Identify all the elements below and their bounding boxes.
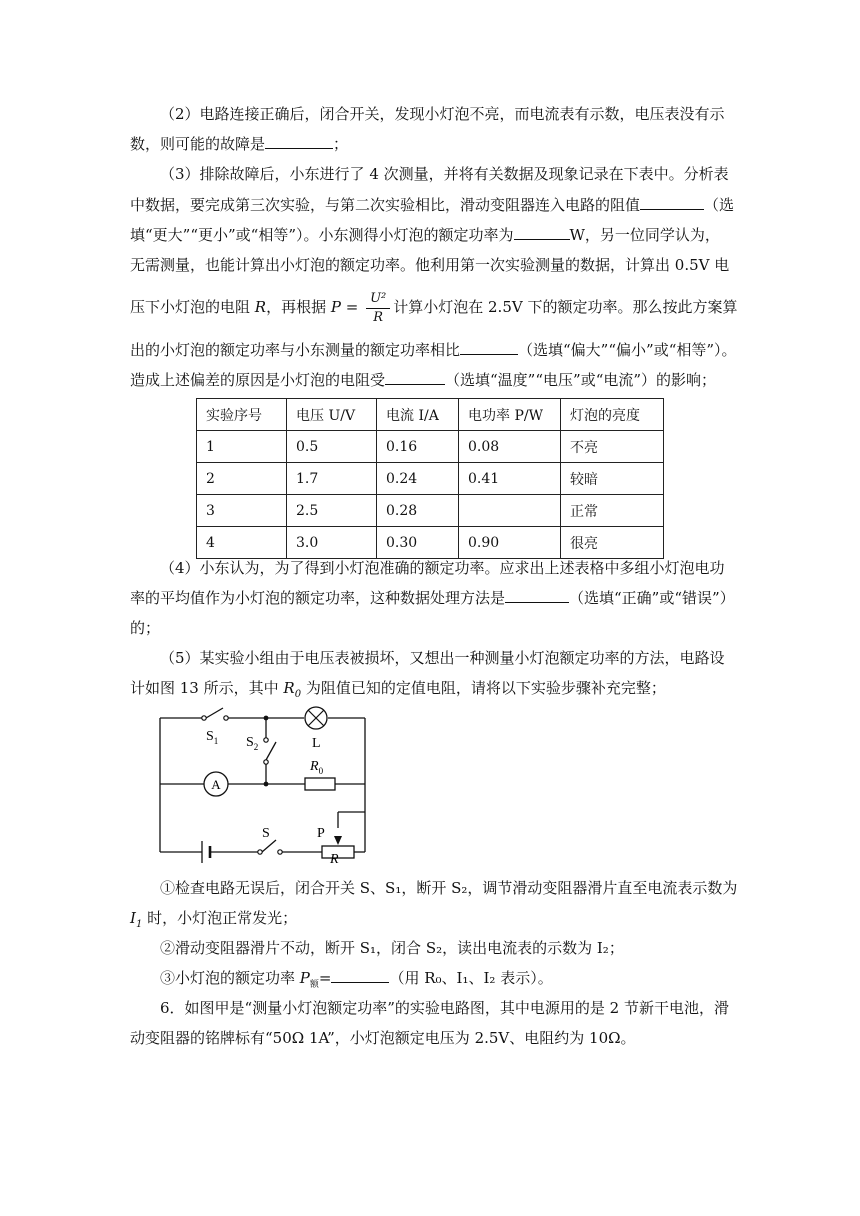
table-row (197, 495, 664, 527)
symbol-R0-sub: 0 (294, 689, 302, 700)
table-header-cell: 实验序号 (197, 399, 287, 431)
table-row (197, 463, 664, 495)
table-cell: 0.28 (377, 495, 459, 527)
equals-sign: = (340, 298, 364, 316)
table-cell: 1.7 (287, 463, 377, 495)
table-header-cell: 灯泡的亮度 (561, 399, 664, 431)
q4-line2-end: （选填“正确”或“错误”） (569, 589, 735, 607)
table-header-row (197, 399, 664, 431)
answer-blank-resistance[interactable] (640, 195, 704, 210)
q4-line2-text: 率的平均值作为小灯泡的额定功率，这种数据处理方法是 (130, 589, 506, 607)
battery-icon (202, 841, 210, 863)
q3-line5-mid: ，再根据 (266, 298, 331, 316)
q2-line1: （2）电路连接正确后，闭合开关，发现小灯泡不亮，而电流表有示数，电压表没有示 (160, 105, 725, 123)
q3-line1: （3）排除故障后，小东进行了 4 次测量，并将有关数据及现象记录在下表中。分析表 (160, 165, 729, 183)
answer-blank-compare[interactable] (460, 340, 518, 355)
table-cell: 1 (197, 431, 287, 463)
table-cell: 2.5 (287, 495, 377, 527)
q5-line2-text: 计如图 13 所示，其中 (130, 679, 284, 697)
q3-line2 (130, 195, 734, 215)
q3-line5-text: 压下小灯泡的电阻 (130, 298, 255, 316)
table-header-cell: 电压 U/V (287, 399, 377, 431)
q6-line2: 动变阻器的铭牌标有“50Ω 1A”，小灯泡额定电压为 2.5V、电阻约为 10Ω。 (130, 1029, 636, 1047)
switch-S2-blade (266, 742, 276, 760)
step-3-end: （用 R₀、I₁、I₂ 表示）。 (389, 969, 553, 987)
symbol-R0: R (283, 679, 295, 697)
table-header-cell: 电流 I/A (377, 399, 459, 431)
answer-blank-cause[interactable] (385, 370, 445, 385)
table-cell: 2 (197, 463, 287, 495)
table-cell: 正常 (561, 495, 664, 527)
q2-line2 (130, 134, 348, 154)
table-header-cell: 电功率 P/W (459, 399, 561, 431)
switch-S1-blade (206, 708, 223, 718)
table-cell: 0.90 (459, 527, 561, 559)
q3-line6-text: 出的小灯泡的额定功率与小东测量的额定功率相比 (130, 341, 461, 359)
fraction-denominator: R (373, 309, 384, 325)
table-cell: 0.30 (377, 527, 459, 559)
symbol-R: R (254, 298, 267, 316)
table-cell: 4 (197, 527, 287, 559)
table-cell: 0.24 (377, 463, 459, 495)
step-3-text: ③小灯泡的额定功率 (160, 969, 300, 987)
q3-line7-end: （选填“温度”“电压”或“电流”）的影响； (445, 371, 717, 389)
table-cell: 0.41 (459, 463, 561, 495)
label-S: S (262, 826, 270, 841)
q5-line1: （5）某实验小组由于电压表被损坏，又想出一种测量小灯泡额定功率的方法，电路设 (160, 649, 725, 667)
step-1-line2-text: 时，小灯泡正常发光； (142, 909, 298, 927)
q3-line6-end: （选填“偏大”“偏小”或“相等”）。 (518, 341, 737, 359)
label-P: P (317, 826, 325, 841)
circuit-diagram (150, 700, 390, 870)
q3-line6 (130, 340, 737, 360)
table-cell: 0.16 (377, 431, 459, 463)
table-row (197, 431, 664, 463)
q6-line1: 6．如图甲是“测量小灯泡额定功率”的实验电路图，其中电源用的是 2 节新干电池，滑 (160, 999, 729, 1017)
slider-arrow-icon (334, 836, 342, 845)
q3-line7-text: 造成上述偏差的原因是小灯泡的电阻受 (130, 371, 386, 389)
q3-line3 (130, 225, 720, 245)
label-R: R (330, 852, 339, 867)
measurement-table (196, 398, 664, 559)
answer-blank-power[interactable] (514, 225, 570, 240)
label-S1: $S_1$ (206, 729, 219, 746)
table-cell: 不亮 (561, 431, 664, 463)
symbol-P-rated: P (299, 969, 310, 987)
q3-line3-text: 填“更大”“更小”或“相等”）。小东测得小灯泡的额定功率为 (130, 226, 514, 244)
q3-line2-text: 中数据，要完成第三次实验，与第二次实验相比，滑动变阻器连入电路的阻值 (130, 196, 641, 214)
table-cell-empty[interactable] (459, 495, 561, 527)
label-L: L (312, 736, 321, 751)
table-cell: 3 (197, 495, 287, 527)
answer-blank-method[interactable] (505, 588, 569, 603)
table-cell: 较暗 (561, 463, 664, 495)
q4-line3: 的； (130, 619, 161, 637)
symbol-I1: I (130, 909, 136, 927)
q2-line2-end: ； (333, 135, 349, 153)
answer-blank-rated-power[interactable] (331, 968, 389, 983)
q3-line3-end: W，另一位同学认为， (569, 226, 720, 244)
lamp-icon (305, 707, 327, 729)
resistor-R0-icon (305, 778, 335, 790)
answer-blank-fault[interactable] (265, 134, 333, 149)
step-1-line2 (130, 908, 297, 935)
q4-line2 (130, 588, 735, 608)
symbol-I1-sub: 1 (135, 919, 143, 930)
table-row (197, 527, 664, 559)
table-cell: 0.08 (459, 431, 561, 463)
symbol-P: P (330, 298, 341, 316)
ammeter-label: A (211, 777, 221, 792)
q3-line5-end: 计算小灯泡在 2.5V 下的额定功率。那么按此方案算 (393, 298, 738, 316)
label-R0: $R_0$ (310, 759, 324, 776)
q3-line5 (130, 288, 737, 327)
q4-line1: （4）小东认为，为了得到小灯泡准确的额定功率。应求出上述表格中多组小灯泡电功 (160, 559, 725, 577)
table-cell: 0.5 (287, 431, 377, 463)
q3-line7 (130, 370, 716, 390)
fraction-numerator: U² (366, 290, 390, 309)
q2-line2-text: 数，则可能的故障是 (130, 135, 266, 153)
label-S2: $S_2$ (246, 735, 259, 752)
step-1-line1: ①检查电路无误后，闭合开关 S、S₁，断开 S₂，调节滑动变阻器滑片直至电流表示数为 (160, 879, 738, 897)
step-3 (160, 968, 553, 995)
step-2: ②滑动变阻器滑片不动，断开 S₁，闭合 S₂，读出电流表的示数为 I₂； (160, 939, 624, 957)
q5-line2-end: 为阻值已知的定值电阻，请将以下实验步骤补充完整； (301, 679, 666, 697)
q3-line2-end: （选 (704, 196, 735, 214)
symbol-P-rated-sub: 额 (309, 980, 319, 990)
power-formula-fraction (366, 290, 390, 327)
table-cell: 3.0 (287, 527, 377, 559)
step-3-equals: = (318, 969, 332, 987)
switch-S-blade (262, 840, 276, 852)
table-cell: 很亮 (561, 527, 664, 559)
q3-line4: 无需测量，也能计算出小灯泡的额定功率。他利用第一次实验测量的数据，计算出 0.5V 电 (130, 256, 730, 274)
